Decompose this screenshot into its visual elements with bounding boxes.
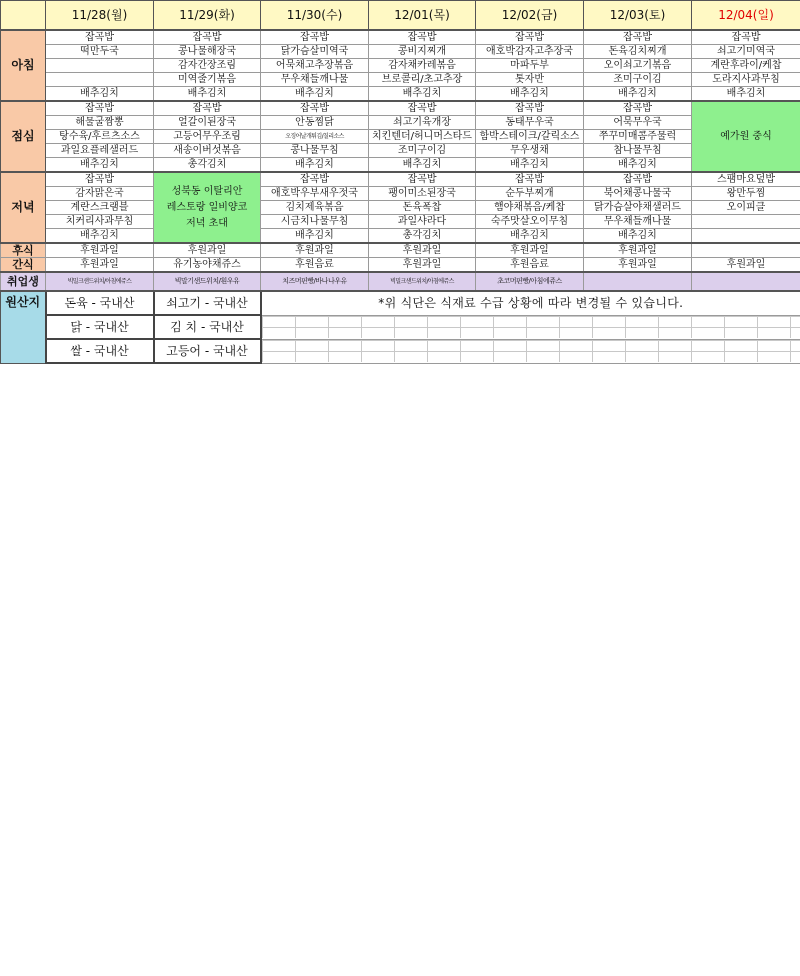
menu-cell: 북어채콩나물국: [584, 187, 692, 201]
menu-cell: [584, 272, 692, 291]
job-seekers-row: [1, 272, 800, 291]
dinner-label: 저녁: [1, 172, 46, 243]
grid-lines: [262, 340, 800, 362]
menu-cell: 배추김치: [46, 158, 154, 173]
breakfast-row: [1, 73, 800, 87]
menu-cell: 잡곡밥: [369, 172, 476, 187]
menu-cell: 잡곡밥: [692, 30, 800, 45]
menu-cell: 잡곡밥: [154, 30, 261, 45]
menu-cell-special: [154, 172, 261, 243]
special-line: 저녁 초대: [186, 217, 228, 229]
menu-cell-special: 예가원 중식: [692, 101, 800, 172]
origin-item: 닭 - 국내산: [46, 315, 154, 339]
menu-cell: 계란스크램블: [46, 201, 154, 215]
day-header: 11/30(수): [261, 1, 369, 31]
special-line: 성북동 이탈리안: [171, 185, 243, 197]
menu-cell: 잡곡밥: [46, 101, 154, 116]
lunch-row: [1, 101, 800, 116]
day-header: 11/28(월): [46, 1, 154, 31]
menu-cell: 함박스테이크/갈릭소스: [476, 130, 584, 144]
menu-cell: 새송이버섯볶음: [154, 144, 261, 158]
menu-cell: 닭가슴살미역국: [261, 45, 369, 59]
menu-cell: 유기농야채쥬스: [154, 258, 261, 273]
dessert-row: [1, 243, 800, 258]
menu-cell: 톳자반: [476, 73, 584, 87]
menu-cell: 숙주맛살오이무침: [476, 215, 584, 229]
day-header: 11/29(화): [154, 1, 261, 31]
menu-cell: 잡곡밥: [46, 172, 154, 187]
menu-cell: 후원과일: [584, 243, 692, 258]
menu-cell: 잡곡밥: [476, 30, 584, 45]
menu-cell: 후원과일: [154, 243, 261, 258]
menu-cell: 후원과일: [46, 258, 154, 273]
origin-row: [1, 339, 800, 363]
lunch-row: [1, 144, 800, 158]
menu-cell: 감자채카레볶음: [369, 59, 476, 73]
menu-cell: 마파두부: [476, 59, 584, 73]
snack-row: [1, 258, 800, 273]
day-header-sunday: 12/04(일): [692, 1, 800, 31]
menu-cell: 팽이미소된장국: [369, 187, 476, 201]
menu-cell: 미역줄기볶음: [154, 73, 261, 87]
menu-cell: 잡곡밥: [476, 101, 584, 116]
origin-item: 돈육 - 국내산: [46, 291, 154, 315]
menu-cell: 빅말기샌드위치/흰우유: [154, 272, 261, 291]
menu-cell: 무우채들깨나물: [584, 215, 692, 229]
menu-cell: 치즈머핀빵/바나나우유: [261, 272, 369, 291]
origin-item: 쌀 - 국내산: [46, 339, 154, 363]
menu-cell: 배추김치: [584, 229, 692, 244]
menu-cell: 후원과일: [369, 243, 476, 258]
menu-cell: 김치제육볶음: [261, 201, 369, 215]
menu-cell: 배추김치: [584, 158, 692, 173]
menu-cell: 왕만두찜: [692, 187, 800, 201]
origin-label: 원산지: [1, 291, 46, 363]
menu-cell: 빅밀크샌드위치/아침에쥬스: [46, 272, 154, 291]
menu-cell: 쭈꾸미매콤주물럭: [584, 130, 692, 144]
dessert-label: 후식: [1, 243, 46, 258]
menu-cell: 초코머핀빵/아침에쥬스: [476, 272, 584, 291]
menu-cell: 콩나물해장국: [154, 45, 261, 59]
breakfast-row: [1, 87, 800, 102]
menu-cell: 감자간장조림: [154, 59, 261, 73]
menu-cell: 오이쇠고기볶음: [584, 59, 692, 73]
menu-notice: *위 식단은 식재료 수급 상황에 따라 변경될 수 있습니다.: [261, 291, 800, 315]
menu-cell: 잡곡밥: [476, 172, 584, 187]
menu-cell: 배추김치: [154, 87, 261, 102]
menu-cell: 콩나물무침: [261, 144, 369, 158]
menu-cell: 잡곡밥: [261, 101, 369, 116]
menu-cell: [46, 73, 154, 87]
menu-cell: 쇠고기미역국: [692, 45, 800, 59]
menu-cell: 오징어날개튀김/칠리소스: [261, 130, 369, 144]
breakfast-row: [1, 45, 800, 59]
menu-cell: 총각김치: [154, 158, 261, 173]
menu-cell: 배추김치: [476, 229, 584, 244]
special-line: 레스토랑 일비양코: [166, 201, 248, 213]
menu-cell: 잡곡밥: [584, 172, 692, 187]
menu-cell: 치커리사과무침: [46, 215, 154, 229]
menu-cell: 참나물무침: [584, 144, 692, 158]
menu-cell: 총각김치: [369, 229, 476, 244]
menu-cell: 조미구이김: [369, 144, 476, 158]
origin-row: [1, 315, 800, 339]
menu-cell: 배추김치: [261, 158, 369, 173]
origin-row: [1, 291, 800, 315]
menu-cell: 배추김치: [584, 87, 692, 102]
job-seekers-label: 취업생: [1, 272, 46, 291]
corner-cell: [1, 1, 46, 31]
menu-cell: 쇠고기육개장: [369, 116, 476, 130]
lunch-label: 점심: [1, 101, 46, 172]
menu-cell: 후원과일: [369, 258, 476, 273]
menu-cell: 조미구이김: [584, 73, 692, 87]
grid-lines: [262, 316, 800, 338]
menu-cell: 잡곡밥: [261, 30, 369, 45]
menu-cell: 애호박우부새우젓국: [261, 187, 369, 201]
menu-cell: 잡곡밥: [584, 30, 692, 45]
menu-cell: 배추김치: [46, 87, 154, 102]
menu-cell: 안동찜닭: [261, 116, 369, 130]
menu-cell: 잡곡밥: [154, 101, 261, 116]
menu-cell: 배추김치: [476, 87, 584, 102]
menu-cell: 스팸마요덮밥: [692, 172, 800, 187]
menu-cell: [692, 229, 800, 244]
menu-cell: 애호박감자고추장국: [476, 45, 584, 59]
dinner-row: [1, 215, 800, 229]
menu-cell: [692, 215, 800, 229]
empty-grid: [261, 315, 800, 339]
menu-cell: 돈육폭찹: [369, 201, 476, 215]
menu-cell: 후원과일: [476, 243, 584, 258]
menu-cell: [692, 272, 800, 291]
menu-cell: 후원과일: [46, 243, 154, 258]
menu-cell: 과일샤라다: [369, 215, 476, 229]
menu-cell: 어묵채고추장볶음: [261, 59, 369, 73]
menu-cell: 잡곡밥: [369, 101, 476, 116]
menu-cell: 배추김치: [369, 158, 476, 173]
menu-cell: 해물굴짬뽕: [46, 116, 154, 130]
menu-cell: 도라지사과무침: [692, 73, 800, 87]
menu-cell: [46, 59, 154, 73]
menu-cell: 잡곡밥: [369, 30, 476, 45]
menu-cell: 시금치나물무침: [261, 215, 369, 229]
menu-cell: 후원과일: [584, 258, 692, 273]
day-header: 12/01(목): [369, 1, 476, 31]
origin-item: 쇠고기 - 국내산: [154, 291, 261, 315]
menu-cell: 배추김치: [476, 158, 584, 173]
menu-cell: [692, 243, 800, 258]
snack-label: 간식: [1, 258, 46, 273]
menu-cell: 치킨텐더/허니머스타드: [369, 130, 476, 144]
menu-cell: 닭가슴살야채샐러드: [584, 201, 692, 215]
menu-cell: 잡곡밥: [584, 101, 692, 116]
origin-item: 고등어 - 국내산: [154, 339, 261, 363]
menu-cell: 과일요플레샐러드: [46, 144, 154, 158]
breakfast-label: 아침: [1, 30, 46, 101]
menu-cell: 배추김치: [46, 229, 154, 244]
menu-cell: 후원과일: [692, 258, 800, 273]
menu-cell: 콩비지찌개: [369, 45, 476, 59]
menu-cell: 브로콜리/초고추장: [369, 73, 476, 87]
dinner-row: [1, 172, 800, 187]
day-header: 12/03(토): [584, 1, 692, 31]
dinner-row: [1, 201, 800, 215]
menu-cell: 후원음료: [476, 258, 584, 273]
menu-cell: 돈육김치찌개: [584, 45, 692, 59]
menu-cell: 어묵무우국: [584, 116, 692, 130]
menu-cell: 잡곡밥: [46, 30, 154, 45]
menu-cell: 순두부찌개: [476, 187, 584, 201]
menu-cell: 빅밀크샌드위치/아침에쥬스: [369, 272, 476, 291]
menu-cell: 배추김치: [261, 229, 369, 244]
menu-cell: 오이피클: [692, 201, 800, 215]
menu-cell: 감자맑은국: [46, 187, 154, 201]
menu-cell: 탕수육/후르츠소스: [46, 130, 154, 144]
menu-cell: 계란후라이/케찹: [692, 59, 800, 73]
menu-cell: 얼갈이된장국: [154, 116, 261, 130]
menu-cell: 배추김치: [261, 87, 369, 102]
lunch-row: [1, 130, 800, 144]
menu-cell: 후원음료: [261, 258, 369, 273]
menu-cell: 고등어무우조림: [154, 130, 261, 144]
menu-cell: 잡곡밥: [261, 172, 369, 187]
menu-cell: 동태무우국: [476, 116, 584, 130]
menu-cell: 무우생채: [476, 144, 584, 158]
dinner-row: [1, 229, 800, 244]
weekly-menu-table: [0, 0, 800, 364]
menu-cell: 배추김치: [369, 87, 476, 102]
breakfast-row: [1, 30, 800, 45]
empty-grid: [261, 339, 800, 363]
lunch-row: [1, 158, 800, 173]
menu-cell: 햄야채볶음/케찹: [476, 201, 584, 215]
breakfast-row: [1, 59, 800, 73]
menu-cell: 무우채들깨나물: [261, 73, 369, 87]
lunch-row: [1, 116, 800, 130]
origin-item: 김 치 - 국내산: [154, 315, 261, 339]
menu-cell: 후원과일: [261, 243, 369, 258]
day-header: 12/02(금): [476, 1, 584, 31]
menu-cell: 떡만두국: [46, 45, 154, 59]
menu-cell: 배추김치: [692, 87, 800, 102]
dinner-row: [1, 187, 800, 201]
header-row: [1, 1, 800, 31]
